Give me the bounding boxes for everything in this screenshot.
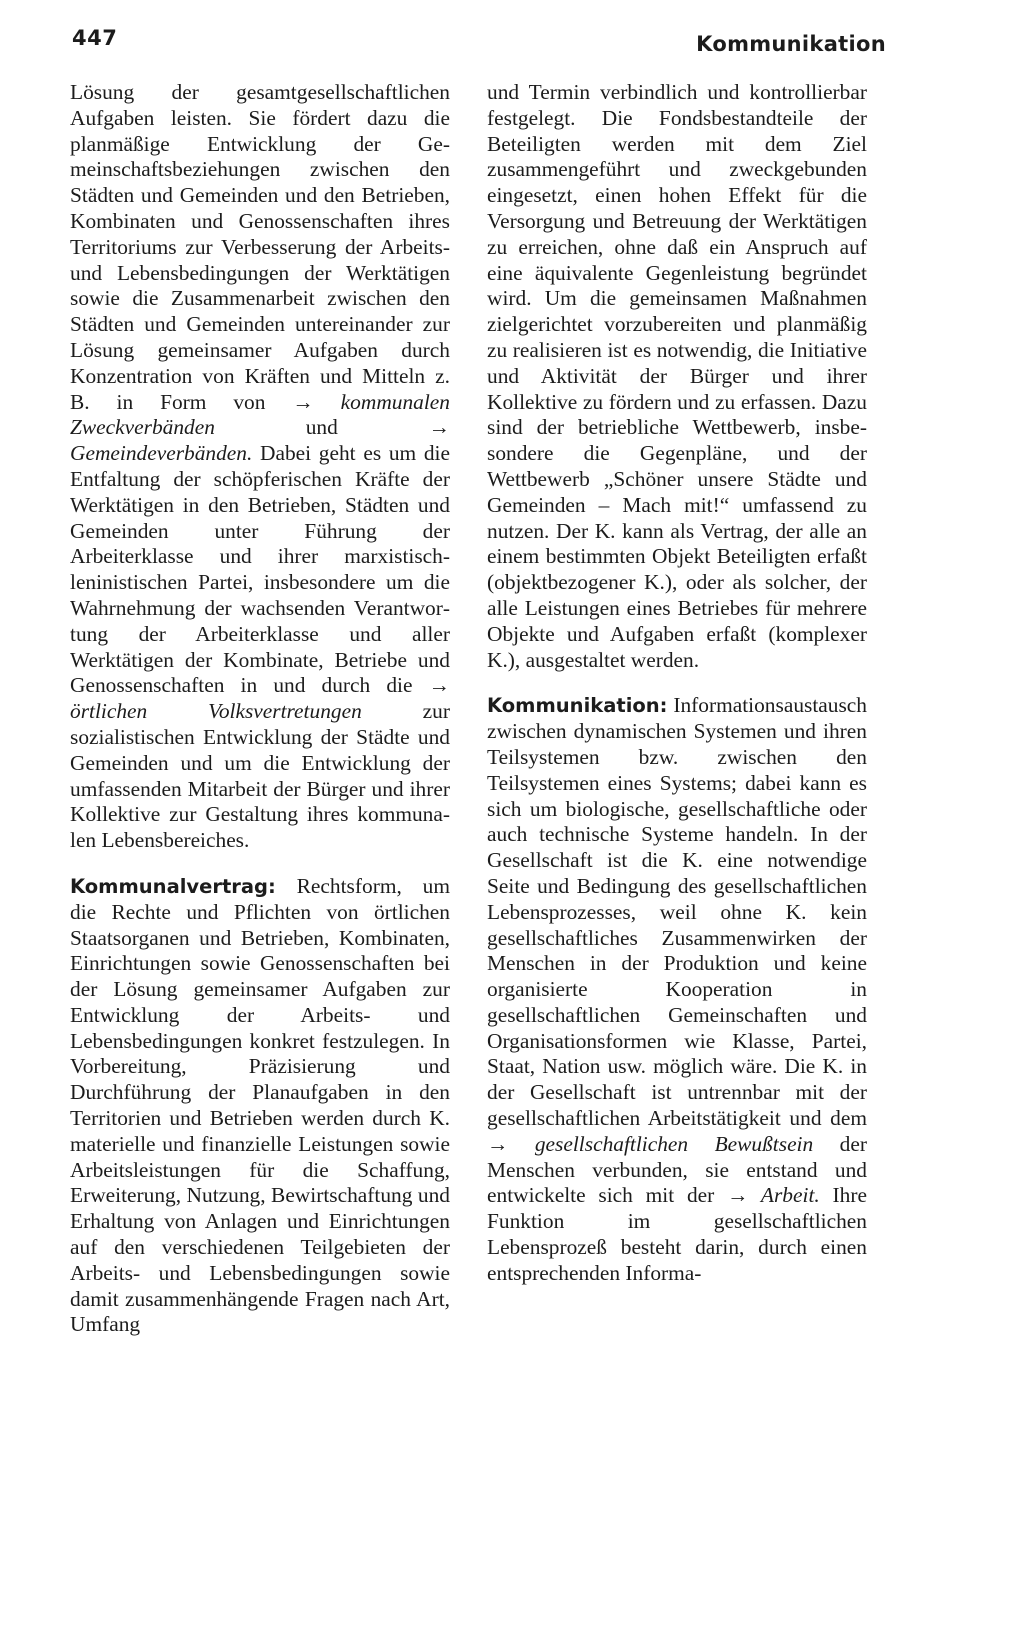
entry-kommunikation bbox=[487, 693, 867, 1286]
left-column bbox=[70, 80, 450, 1338]
cross-reference: Arbeit. bbox=[748, 1183, 820, 1208]
page-number: 447 bbox=[72, 26, 118, 50]
cross-reference-arrow: → bbox=[428, 415, 450, 440]
body-text: der Menschen verbunden, sie entstand und entwickelte sich mit der bbox=[487, 1131, 867, 1208]
body-text: und Termin verbindlich und kontrollierbar festgelegt. Die Fondsbestandteile der Beteiligten werden mit dem Ziel zusammengeführt und zweckgebunden eingesetzt, einen hohen Effekt für die Versorgung und Betreuung der Werktätigen zu erreichen, ohne daß ein Anspruch auf eine äquivalente Gegenleistung begründet wird. Um die gemeinsamen Maßnahmen zielgerichtet vorzubereiten und planmäßig zu realisieren ist es notwendig, die Initiative und Aktivität der Bürger und ihrer Kollektive zu fördern und zu erfassen. Dazu sind der betriebliche Wettbewerb, insbesondere die Gegenpläne, und der Wettbewerb „Schöner unsere Städte und Gemeinden – Mach mit!“ umfassend zu nutzen. Der K. kann als Vertrag, der alle an einem bestimmten Objekt Beteiligten erfaßt (objektbezogener K.), oder als solcher, der alle Leistungen eines Betriebes für mehrere Objekte und Aufgaben erfaßt (komplexer K.), ausgestaltet werden. bbox=[487, 80, 867, 672]
body-text: Rechtsform, um die Rechte und Pflichten von örtlichen Staatsorganen und Betrieben, Kombinaten, Einrichtungen sowie Genossenschaften bei der Lösung gemeinsamer Aufgaben zur Entwicklung der Arbeits- und Lebensbedingungen konkret festzulegen. In Vorbereitung, Präzisierung und Durchführung der Planaufgaben in den Territorien und Betrieben werden durch K. materielle und finanzielle Leistungen sowie Arbeitsleistungen für die Schaffung, Erweiterung, Nutzung, Bewirtschaftung und Erhaltung von Anlagen und Einrichtungen auf den verschiedenen Teilgebieten der Arbeits- und Lebensbedingungen sowie damit zusammenhängende Fragen nach Art, Umfang bbox=[70, 873, 450, 1337]
paragraph-continuation bbox=[70, 80, 450, 854]
right-column bbox=[487, 80, 867, 1287]
paragraph-continuation bbox=[487, 80, 867, 673]
entry-kommunalvertrag bbox=[70, 874, 450, 1338]
body-text: Ihre Funktion im gesellschaftlichen Lebensprozeß besteht darin, durch einen entsprechenden Informa- bbox=[487, 1183, 867, 1285]
body-text: Dabei geht es um die Entfaltung der schöpferischen Kräfte der Werktätigen in den Betrieben, Städten und Gemeinden unter Führung der Arbeiterklasse und ihrer marxistisch-leninistischen Partei, insbesondere um die Wahrnehmung der wachsenden Verantwortung der Arbeiterklasse und aller Werktätigen der Kombinate, Betriebe und Genossenschaften in und durch die bbox=[70, 441, 450, 698]
cross-reference-arrow: → bbox=[292, 389, 314, 414]
cross-reference: kommunalen Zweckverbänden bbox=[70, 389, 450, 440]
cross-reference-arrow: → bbox=[487, 1131, 509, 1156]
entry-lemma: Kommunalvertrag: bbox=[70, 874, 276, 898]
body-text: und bbox=[214, 415, 429, 440]
body-text: Lösung der gesamtgesellschaftlichen Aufgaben leisten. Sie fördert dazu die planmäßige Entwicklung der Gemeinschaftsbeziehungen zwischen den Städten und Gemeinden und den Betrieben, Kombinaten und Genossenschaften ihres Territoriums zur Verbesserung der Arbeits- und Lebensbedingungen der Werktätigen sowie die Zusammenarbeit zwischen den Städten und Gemeinden untereinander zur Lösung gemeinsamer Aufgaben durch Konzentration von Kräften und Mitteln z. B. in Form von bbox=[70, 80, 450, 414]
cross-reference-arrow: → bbox=[428, 673, 450, 698]
running-head: Kommunikation bbox=[696, 32, 886, 56]
body-text: zur sozialistischen Entwicklung der Städte und Gemeinden und um die Entwicklung der umfassenden Mitarbeit der Bürger und ihrer Kollektive zur Gestaltung ihres kommunalen Lebensbereiches. bbox=[70, 699, 450, 853]
entry-lemma: Kommunikation: bbox=[487, 694, 668, 718]
cross-reference-arrow: → bbox=[727, 1183, 749, 1208]
cross-reference: gesellschaftlichen Bewußtsein bbox=[508, 1131, 814, 1156]
cross-reference: örtlichen Volksvertretungen bbox=[70, 699, 362, 724]
body-text: Informationsaustausch zwischen dynamischen Systemen und ihren Teilsystemen bzw. zwischen den Teilsystemen eines Systems; dabei kann es sich um biologische, gesellschaftliche oder auch technische Systeme handeln. In der Gesellschaft ist die K. eine notwendige Seite und Bedingung des gesellschaftlichen Lebensprozesses, weil ohne K. kein gesellschaftliches Zusammenwirken der Menschen in der Produktion und keine organisierte Kooperation in gesellschaftlichen Gemeinschaften und Organisationsformen wie Klasse, Partei, Staat, Nation usw. möglich wäre. Die K. in der Gesellschaft ist untrennbar mit der gesellschaftlichen Arbeitstätigkeit und dem bbox=[487, 693, 867, 1131]
cross-reference: Gemeindeverbänden. bbox=[70, 441, 253, 466]
